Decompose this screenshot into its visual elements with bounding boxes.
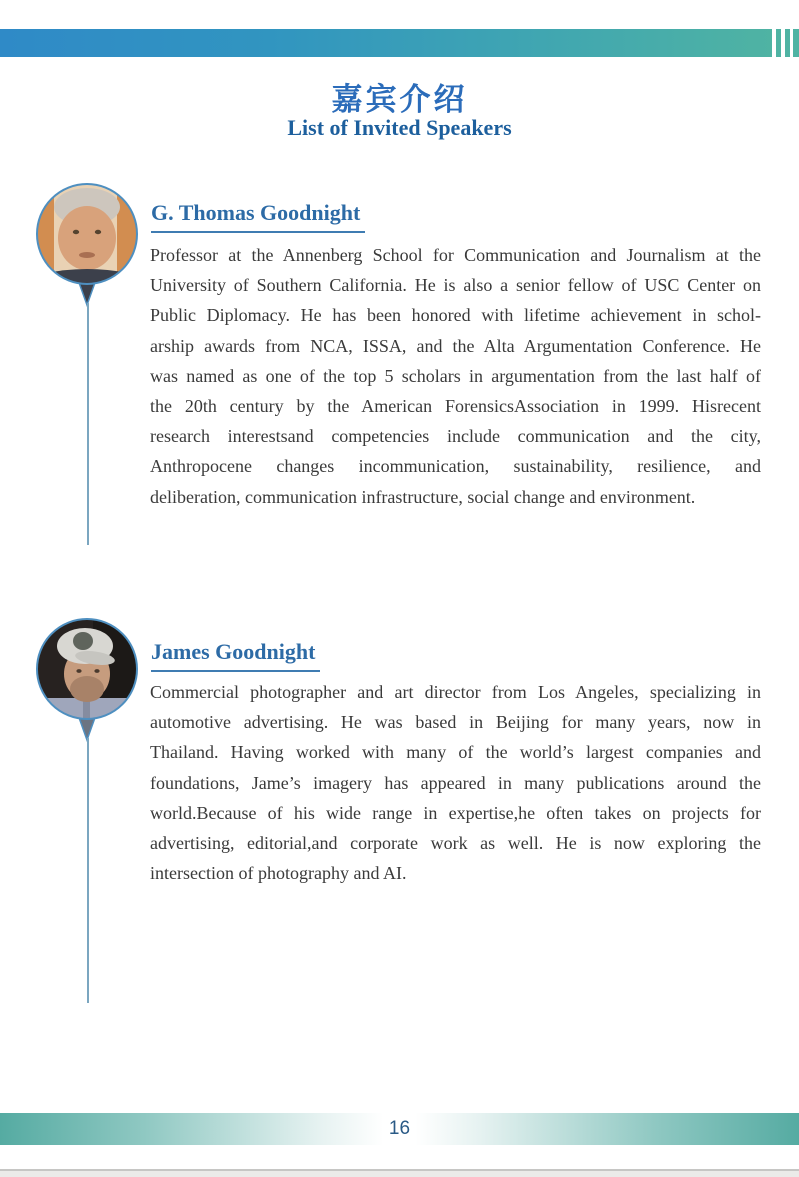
bio-line: deliberation, communication infrastructure, social change and environment. [150,486,696,507]
bio-line: Commercial photographer and art director from Los Angeles, specializing in [150,682,761,702]
bio-line: University of Southern California. He is also a senior fellow of USC Center on [150,275,761,296]
timeline-connector-line [87,738,89,1003]
portrait-elderly-man-icon [31,181,143,309]
bio-line: advertising, editorial,and corporate work as well. He is now exploring the [150,832,761,853]
footer-decoration-bar [0,1113,799,1145]
bio-line: foundations, Jame’s imagery has appeared in many publications around the [150,772,761,793]
speaker-name-james-goodnight: James Goodnight [151,639,320,672]
timeline-connector-line [87,303,89,545]
page-title-chinese: 嘉宾介绍 [331,82,468,118]
bio-line: Public Diplomacy. He has been honored with lifetime achievement in schol- [150,305,761,326]
bio-line: research interestsand competencies include communication and the city, [150,426,761,447]
bio-line: automotive advertising. He was based in Beijing for many years, now in [150,712,761,733]
bio-line: Thailand. Having worked with many of the world’s largest companies and [150,742,761,763]
portrait-man-with-cap-icon [31,616,143,744]
speaker-photo-james-goodnight [31,616,143,749]
bio-line: the 20th century by the American ForensicsAssociation in 1999. Hisrecent [150,395,761,416]
bio-line: Anthropocene changes incommunication, sustainability, resilience, and [150,456,761,477]
bio-line: world.Because of his wide range in expertise,he often takes on projects for [150,802,761,823]
bio-line: intersection of photography and AI. [150,863,407,884]
bar-stripe [793,29,799,57]
page-title-english: List of Invited Speakers [287,115,512,140]
speaker-bio-thomas-goodnight [150,240,761,512]
bio-line: was named as one of the top 5 scholars in argumentation from the last half of [150,365,761,386]
speaker-name-thomas-goodnight: G. Thomas Goodnight [151,200,365,233]
page-number: 16 [388,1118,411,1139]
speaker-bio-james-goodnight [150,677,761,888]
top-decoration-bar [0,29,799,57]
gradient-bar-segment [0,29,772,57]
speaker-photo-thomas-goodnight [31,181,143,314]
bio-line: arship awards from NCA, ISSA, and the Alta Argumentation Conference. He [150,335,761,356]
page-bottom-edge [0,1169,799,1177]
bio-line: Professor at the Annenberg School for Communication and Journalism at the [150,245,761,265]
